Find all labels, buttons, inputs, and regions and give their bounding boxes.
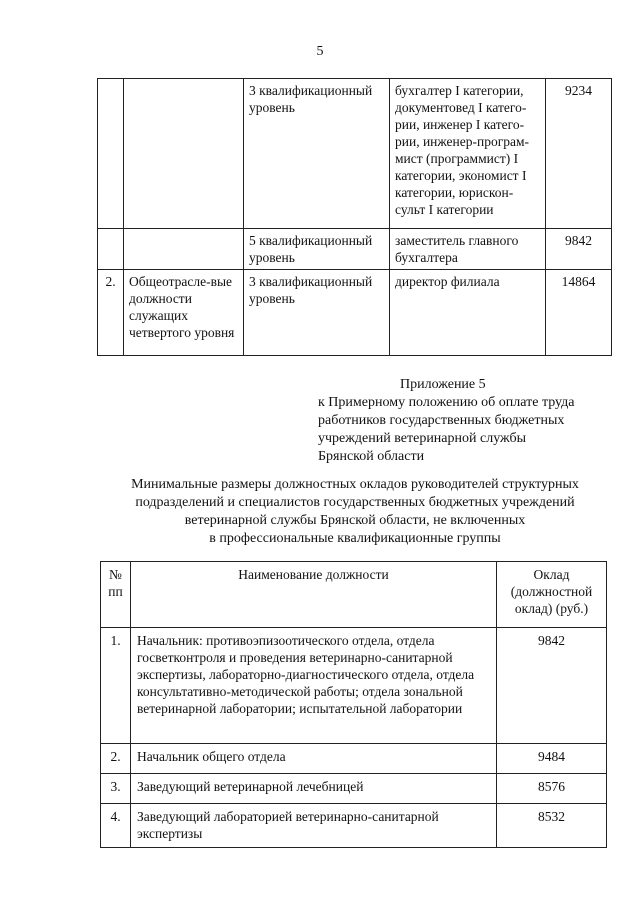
column-header-name: Наименование должности xyxy=(131,562,497,628)
table-row xyxy=(101,628,607,744)
appendix-line: к Примерному положению об оплате труда xyxy=(318,395,575,410)
salary-cell: 9842 xyxy=(546,229,612,270)
salary-cell: 9842 xyxy=(497,628,607,744)
table-row xyxy=(101,744,607,774)
position-name-cell: Заведующий лабораторией ветеринарно-санитарной экспертизы xyxy=(131,804,497,848)
table-row xyxy=(101,804,607,848)
salary-table xyxy=(100,561,607,848)
salary-cell: 9234 xyxy=(546,79,612,229)
appendix-block xyxy=(318,376,618,466)
salary-cell: 8532 xyxy=(497,804,607,848)
salary-cell: 8576 xyxy=(497,774,607,804)
position-name-cell: Заведующий ветеринарной лечебницей xyxy=(131,774,497,804)
row-number-cell xyxy=(98,79,124,229)
page-number: 5 xyxy=(316,44,324,59)
group-cell: Общеотрасле-вые должности служащих четвертого уровня xyxy=(124,270,244,356)
document-heading xyxy=(100,476,610,548)
level-cell: 3 квалификационный уровень xyxy=(244,270,390,356)
column-header-salary: Оклад (должностной оклад) (руб.) xyxy=(497,562,607,628)
appendix-line: Брянской области xyxy=(318,449,425,464)
column-header-num: № пп xyxy=(101,562,131,628)
salary-table-continued xyxy=(97,78,612,356)
group-cell xyxy=(124,79,244,229)
positions-cell: директор филиала xyxy=(390,270,546,356)
row-number-cell: 2. xyxy=(98,270,124,356)
group-cell xyxy=(124,229,244,270)
salary-cell: 14864 xyxy=(546,270,612,356)
table-row xyxy=(101,774,607,804)
row-number-cell: 4. xyxy=(101,804,131,848)
row-number-cell xyxy=(98,229,124,270)
table-row xyxy=(98,270,612,356)
table-row xyxy=(98,229,612,270)
position-name-cell: Начальник: противоэпизоотического отдела, отдела госветконтроля и проведения ветеринарно-санитарной экспертизы, лабораторно-диагностического отдела, отдела консультативно-методической работы; отдела зональной ветеринарной лаборатории; испытательной лаборатории xyxy=(131,628,497,744)
row-number-cell: 3. xyxy=(101,774,131,804)
row-number-cell: 2. xyxy=(101,744,131,774)
heading-line: подразделений и специалистов государственных бюджетных учреждений xyxy=(135,495,575,510)
positions-cell: бухгалтер I категории, документовед I катего-рии, инженер I катего-рии, инженер-програм-мист (программист) I категории, экономист I категории, юрискон-сульт I категории xyxy=(390,79,546,229)
table-header-row xyxy=(101,562,607,628)
heading-line: в профессиональные квалификационные группы xyxy=(209,531,501,546)
row-number-cell: 1. xyxy=(101,628,131,744)
table-row xyxy=(98,79,612,229)
heading-line: ветеринарной службы Брянской области, не включенных xyxy=(184,513,526,528)
positions-cell: заместитель главного бухгалтера xyxy=(390,229,546,270)
level-cell: 5 квалификационный уровень xyxy=(244,229,390,270)
appendix-title: Приложение 5 xyxy=(400,377,486,392)
salary-cell: 9484 xyxy=(497,744,607,774)
heading-line: Минимальные размеры должностных окладов руководителей структурных xyxy=(131,477,579,492)
level-cell: 3 квалификационный уровень xyxy=(244,79,390,229)
appendix-line: работников государственных бюджетных xyxy=(318,413,565,428)
appendix-line: учреждений ветеринарной службы xyxy=(318,431,527,446)
position-name-cell: Начальник общего отдела xyxy=(131,744,497,774)
